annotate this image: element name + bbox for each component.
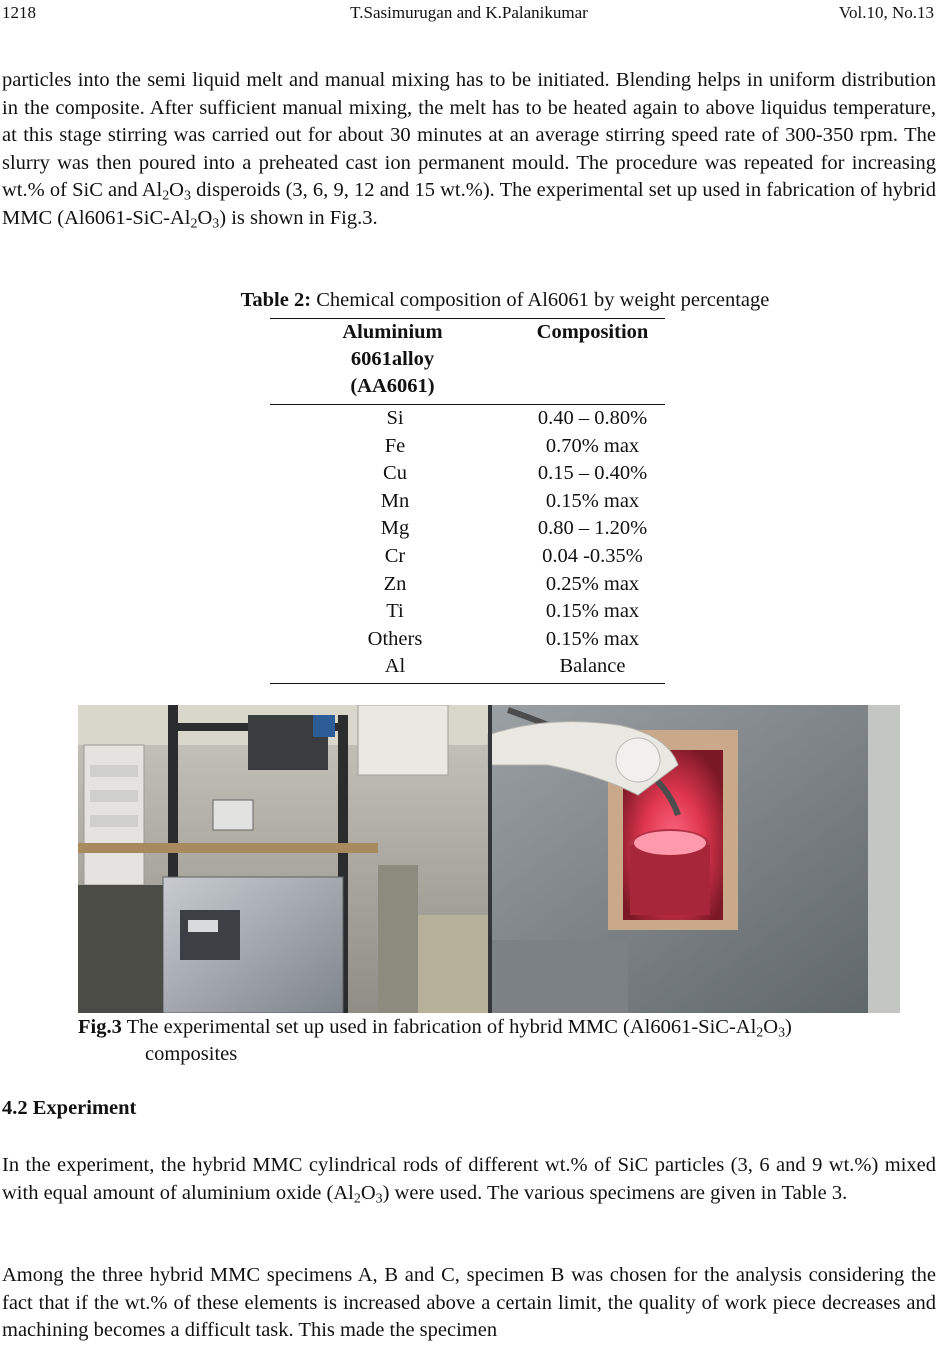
page-number: 1218 bbox=[2, 3, 36, 22]
table-row: Si 0.40 – 0.80% bbox=[386, 407, 648, 429]
column-header-alloy: Aluminium 6061alloy (AA6061) bbox=[270, 319, 520, 405]
section-heading-experiment: 4.2 Experiment bbox=[2, 1097, 137, 1119]
volume-info: Vol.10, No.13 bbox=[838, 3, 934, 22]
table-row: Zn 0.25% max bbox=[383, 572, 640, 595]
figure-3-caption: Fig.3 The experimental set up used in fabrication of hybrid MMC $(Al6061-SiC-Al_2O_3)$ composites bbox=[78, 1016, 792, 1065]
furnace-photo-right bbox=[488, 705, 900, 1013]
setup-photo-left bbox=[78, 705, 488, 1013]
paragraph-specimens: Among the three hybrid MMC specimens A, B and C, specimen B was chosen for the analysis considering the fact that if the wt.% of these elements is increased above a certain limit, the quality of work piece decreases and machining becomes a difficult task. This made the specimen bbox=[2, 1264, 936, 1342]
table-row: Al Balance bbox=[270, 653, 665, 683]
figure-3-photo bbox=[78, 705, 900, 1013]
paragraph-experiment: In the experiment, the hybrid MMC cylindrical rods of different wt.% of SiC particles (3, 6 and 9 wt.%) mixed with equal amount of aluminium oxide $(Al_2O_3)$ were used. The various specimens are given in Table 3. bbox=[2, 1154, 936, 1207]
page-header bbox=[0, 0, 938, 30]
composition-table bbox=[270, 318, 665, 684]
table-row: Cu 0.15 – 0.40% bbox=[383, 462, 648, 485]
paragraph-fabrication: particles into the semi liquid melt and manual mixing has to be initiated. Blending helps in uniform distribution in the composite. After sufficient manual mixing, the melt has to be heated again to above liquidus temperature, at this stage stirring was carried out for about 30 minutes at an average stirring speed rate of 300-350 rpm. The slurry was then poured into a preheated cast ion permanent mould. The procedure was repeated for increasing wt.% of SiC and $Al_2O_3$ disperoids (3, 6, 9, 12 and 15 wt.%). The experimental set up used in fabrication of hybrid MMC $(Al6061-SiC-Al_2O_3)$ is shown in Fig.3. bbox=[2, 69, 936, 232]
table-row: Others 0.15% max bbox=[367, 627, 640, 650]
table-row: Ti 0.15% max bbox=[386, 600, 640, 623]
table-row: Fe 0.70% max bbox=[384, 434, 640, 457]
table-header-row bbox=[270, 319, 665, 405]
table-row: Mg 0.80 – 1.20% bbox=[380, 517, 648, 540]
column-header-composition: Composition bbox=[520, 319, 665, 405]
table-caption: Table 2: Chemical composition of Al6061 by weight percentage bbox=[240, 289, 770, 311]
running-authors: T.Sasimurugan and K.Palanikumar bbox=[350, 3, 588, 22]
table-row: Mn 0.15% max bbox=[380, 489, 640, 512]
table-row: Cr 0.04 -0.35% bbox=[384, 544, 643, 567]
